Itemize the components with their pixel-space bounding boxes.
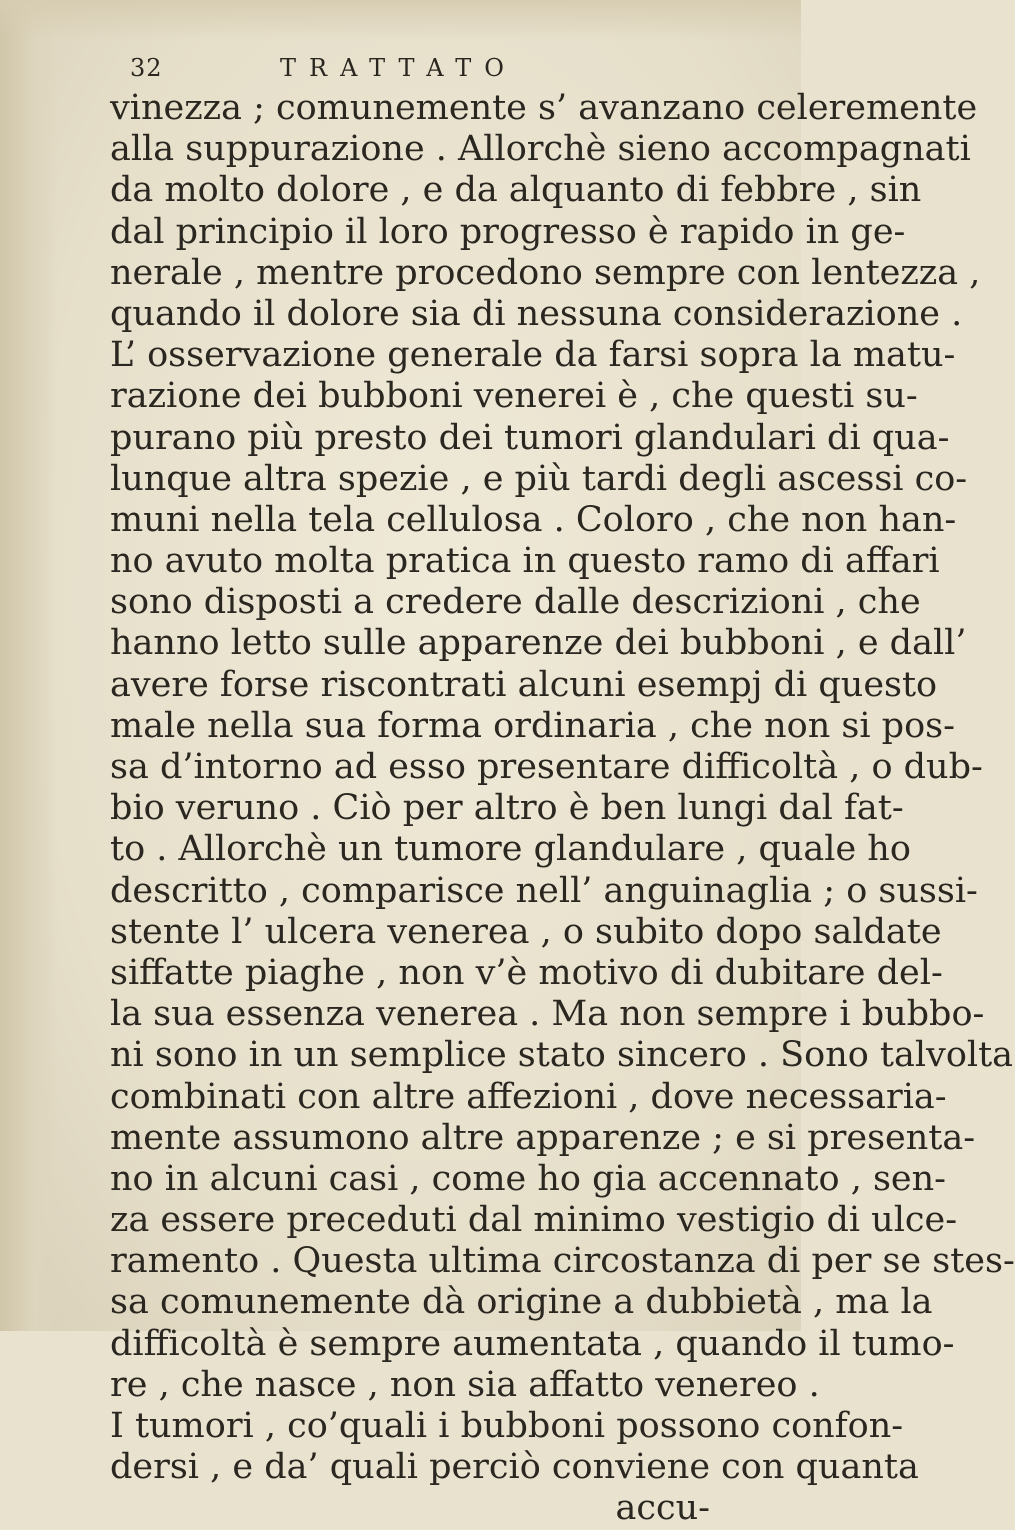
text-line: nerale , mentre procedono sempre con lentezza ,: [110, 252, 981, 293]
text-line: hanno letto sulle apparenze dei bubboni , e dall’: [110, 623, 967, 664]
text-line: sa comunemente dà origine a dubbietà , ma la: [110, 1282, 933, 1323]
text-line: avere forse riscontrati alcuni esempj di questo: [110, 664, 938, 705]
text-line: sa d’intorno ad esso presentare difficoltà , o dub-: [110, 747, 983, 787]
text-line: purano più presto dei tumori glandulari di qua-: [110, 417, 950, 458]
text-line: difficoltà è sempre aumentata , quando il tumo-: [110, 1323, 955, 1364]
text-line: dal principio il loro progresso è rapido in ge-: [110, 211, 906, 252]
text-line: no in alcuni casi , come ho gia accennato , sen-: [110, 1158, 946, 1199]
text-line: mente assumono altre apparenze ; e si presenta-: [110, 1117, 976, 1158]
text-line: re , che nasce , non sia affatto venereo .: [110, 1364, 820, 1405]
text-line: sono disposti a credere dalle descrizioni , che: [110, 582, 921, 623]
catchword: accu-: [615, 1488, 710, 1529]
page-number: 32: [130, 54, 163, 82]
text-line: muni nella tela cellulosa . Coloro , che non han-: [110, 499, 957, 540]
body-text: [110, 88, 1015, 1530]
text-line: lunque altra spezie , e più tardi degli ascessi co-: [110, 458, 968, 499]
text-line: combinati con altre affezioni , dove necessaria-: [110, 1076, 947, 1117]
text-line: quando il dolore sia di nessuna considerazione .: [110, 293, 963, 334]
page-gutter-shadow: [0, 0, 58, 1331]
running-title: TRATTATO: [280, 54, 517, 82]
text-line: bio veruno . Ciò per altro è ben lungi dal fat-: [110, 788, 904, 829]
text-line: dersi , e da’ quali perciò conviene con quanta: [110, 1447, 919, 1488]
text-line: vinezza ; comunemente s’ avanzano celeremente: [110, 88, 978, 128]
text-line: ni sono in un semplice stato sincero . Sono talvolta: [110, 1035, 1014, 1076]
text-line: da molto dolore , e da alquanto di febbre , sin: [110, 170, 922, 211]
text-line: la sua essenza venerea . Ma non sempre i bubbo-: [110, 994, 985, 1035]
text-line: I tumori , co’quali i bubboni possono confon-: [110, 1406, 904, 1446]
text-line: razione dei bubboni venerei è , che questi su-: [110, 376, 918, 417]
text-line: descritto , comparisce nell’ anguinaglia ; o sussi-: [110, 870, 978, 911]
page-top-shadow: [0, 0, 801, 40]
text-line: siffatte piaghe , non v’è motivo di dubitare del-: [110, 952, 943, 993]
text-line: male nella sua forma ordinaria , che non si pos-: [110, 705, 955, 746]
text-line: L’ osservazione generale da farsi sopra la matu-: [110, 335, 956, 376]
text-line: alla suppurazione . Allorchè sieno accompagnati: [110, 129, 971, 170]
text-line: to . Allorchè un tumore glandulare , quale ho: [110, 829, 911, 870]
text-line: no avuto molta pratica in questo ramo di affari: [110, 541, 940, 582]
text-line: za essere preceduti dal minimo vestigio di ulce-: [110, 1200, 958, 1241]
text-line: stente l’ ulcera venerea , o subito dopo saldate: [110, 911, 942, 952]
text-line: ramento . Questa ultima circostanza di per se stes-: [110, 1241, 1015, 1282]
